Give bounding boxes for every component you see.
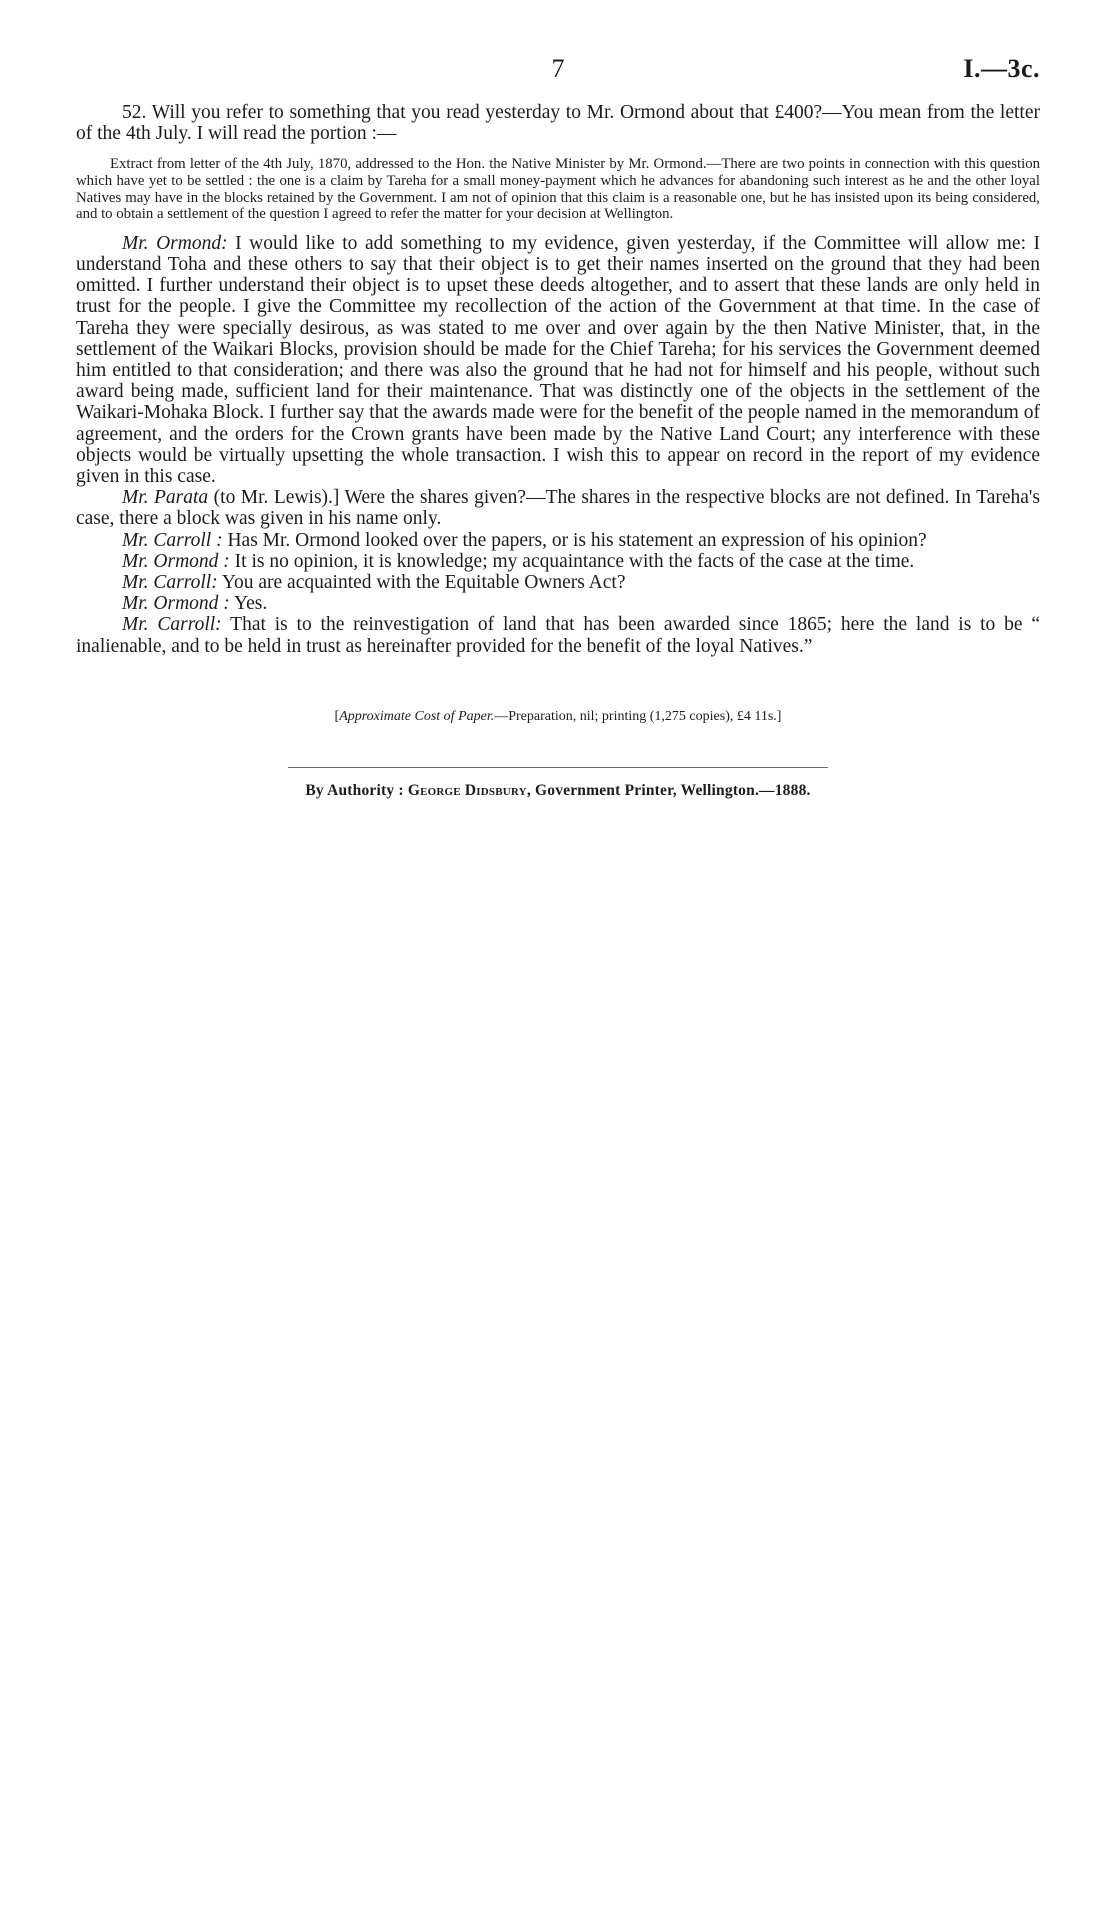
speaker-name: Mr. Ormond : [122, 550, 230, 572]
speech-text: I would like to add something to my evidence, given yesterday, if the Committee will allow me: I understand Toha and these others to say that their object is to get their names inserted on the ground that they had been omitted. I further understand their object is to upset these deeds altogether, and to assert that these lands are only held in trust for the people. I give the Committee my recollection of the action of the Government at that time. In the case of Tareha they were specially desirous, as was stated to me over and over again by the then Native Minister, that, in the settlement of the Waikari Blocks, provision should be made for the Chief Tareha; for his services the Government deemed him entitled to that consideration; and there was also the ground that he had not for himself and his people, without such award being made, sufficient land for their maintenance. That was distinctly one of the objects in the settlement of the Waikari-Mohaka Block. I further say that the awards made were for the benefit of the people named in the memorandum of agreement, and the orders for the Crown grants have been made by the Native Land Court; any interference with these objects would be virtually upsetting the whole transaction. I wish this to appear on record in the report of my evidence given in this case. [76, 232, 1041, 488]
speaker-name: Mr. Carroll: [122, 614, 222, 636]
imprint-suffix: Government Printer, Wellington.—1888. [534, 781, 811, 799]
question-52: 52. Will you refer to something that you read yesterday to Mr. Ormond about that £400?—You mean from the letter of the 4th July. I will read the portion :— [76, 102, 1040, 145]
document-page [76, 50, 1040, 800]
page-header [76, 50, 1040, 94]
speaker-name: Mr. Ormond : [122, 593, 230, 615]
printer-imprint [76, 782, 1040, 800]
cost-note-label: Approximate Cost of Paper. [339, 708, 495, 724]
testimony-paragraph [76, 593, 1040, 614]
imprint-prefix: By Authority : [305, 781, 404, 799]
speech-text: Yes. [233, 593, 268, 615]
speech-text: It is no opinion, it is knowledge; my acquaintance with the facts of the case at the time. [234, 550, 915, 572]
speech-text: Has Mr. Ormond looked over the papers, or is his statement an expression of his opinion? [227, 529, 927, 551]
speaker-name: Mr. Carroll: [122, 572, 218, 594]
divider-rule [288, 767, 828, 768]
speech-text: (to Mr. Lewis).] Were the shares given?—The shares in the respective blocks are not defined. In Tareha's case, there a block was given in his name only. [76, 487, 1041, 530]
testimony [76, 233, 1040, 657]
testimony-paragraph [76, 572, 1040, 593]
testimony-paragraph [76, 530, 1040, 551]
testimony-paragraph [76, 487, 1040, 529]
speaker-name: Mr. Parata [122, 487, 209, 509]
cost-note [76, 709, 1040, 725]
imprint-printer-name: George Didsbury, [407, 781, 531, 799]
page-number: 7 [551, 54, 565, 83]
speaker-name: Mr. Ormond: [122, 232, 228, 254]
speech-text: That is to the reinvestigation of land that has been awarded since 1865; here the land is to be “ inalienable, and to be held in trust as hereinafter provided for the benefit of the loyal Natives.” [76, 614, 1041, 657]
testimony-paragraph [76, 614, 1040, 656]
letter-extract: Extract from letter of the 4th July, 1870, addressed to the Hon. the Native Minister by Mr. Ormond.—There are two points in connection with this question which have yet to be settled : the one is a claim by Tareha for a small money-payment which he advances for abandoning such interest as he and the other loyal Natives may have in the blocks retained by the Government. I am not of opinion that this claim is a reasonable one, but he has insisted upon its being considered, and to obtain a settlement of the question I agreed to refer the matter for your decision at Wellington. [76, 156, 1040, 223]
paper-reference: I.—3c. [963, 54, 1040, 83]
testimony-paragraph [76, 551, 1040, 572]
cost-note-text: —Preparation, nil; printing (1,275 copies), £4 11s.] [494, 708, 782, 724]
speech-text: You are acquainted with the Equitable Owners Act? [221, 572, 626, 594]
cost-note-bracket: [ [334, 708, 340, 724]
speaker-name: Mr. Carroll : [122, 529, 223, 551]
testimony-paragraph [76, 233, 1040, 487]
